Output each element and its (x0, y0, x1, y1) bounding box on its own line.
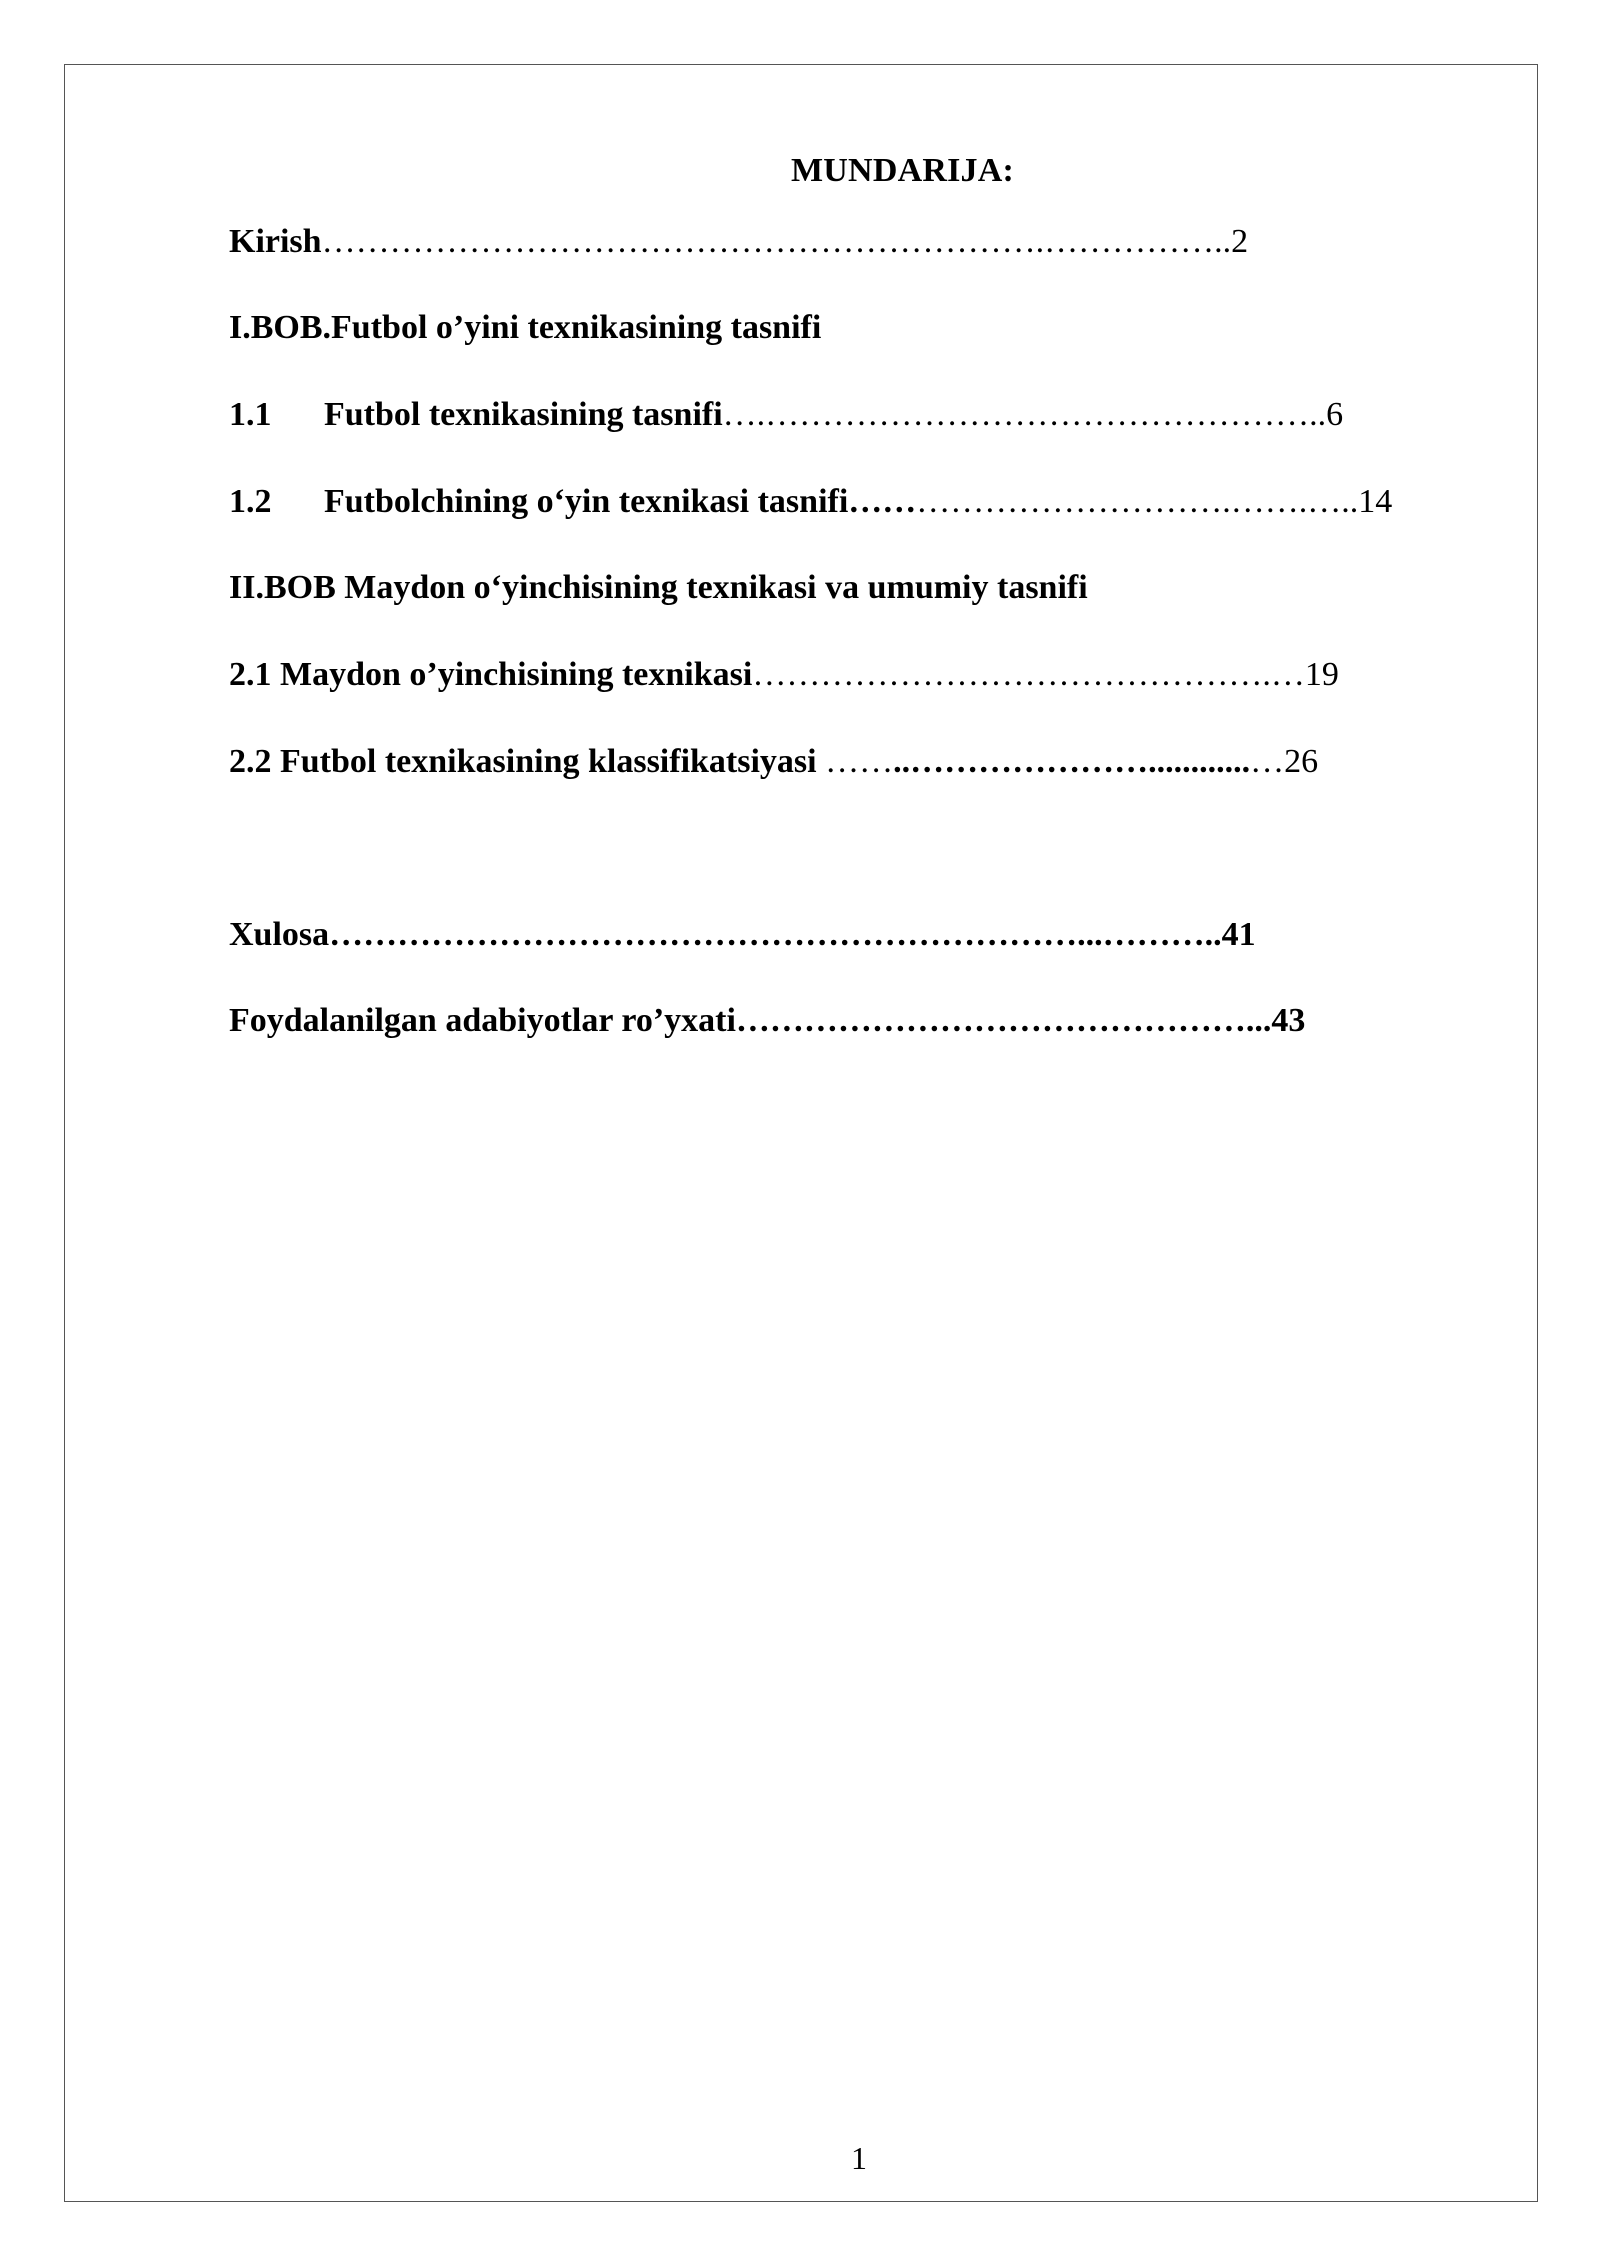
toc-entry-dots: ……………………….…….….. (916, 483, 1359, 520)
toc-entry-2-1[interactable] (229, 655, 1339, 695)
toc-entry-bob1[interactable] (229, 308, 821, 348)
toc-title: MUNDARIJA: (791, 152, 1014, 189)
toc-entry-xulosa[interactable] (229, 915, 1256, 955)
toc-entry-label: II.BOB Maydon o‘yinchisining texnikasi va umumiy tasnifi (229, 569, 1088, 606)
toc-entry-number: 1.2 (229, 483, 272, 520)
toc-entry-number: 1.1 (229, 396, 272, 433)
toc-entry-dots: … (1250, 743, 1285, 780)
toc-entry-dots: …………………………………………………………...………. (329, 916, 1214, 953)
page-number: 1 (851, 2140, 867, 2176)
toc-entry-2-2[interactable] (229, 742, 1318, 782)
toc-entry-page: 19 (1304, 656, 1339, 693)
toc-entry-dots-bold: …… (848, 483, 917, 520)
toc-entry-label: Xulosa (229, 916, 330, 953)
toc-entry-dots: ……………………………………….… (752, 656, 1305, 693)
toc-entry-dots: ….………………………………………….. (722, 396, 1327, 433)
toc-entry-dots-bold: ............ (1148, 743, 1251, 780)
page-border (64, 64, 1538, 2202)
toc-entry-label: 2.2 Futbol texnikasining klassifikatsiyasi (229, 743, 817, 780)
toc-entry-label: Kirish (229, 223, 322, 260)
toc-entry-bob2[interactable] (229, 568, 1088, 608)
toc-entry-1-1[interactable] (229, 395, 1343, 435)
toc-entry-kirish[interactable] (229, 222, 1248, 262)
toc-entry-page: 14 (1358, 483, 1393, 520)
toc-entry-adabiyotlar[interactable] (229, 1001, 1305, 1041)
toc-entry-dots-bold: ..………………… (893, 743, 1149, 780)
toc-entry-label: 2.1 Maydon o’yinchisining texnikasi (229, 656, 753, 693)
toc-entry-page: .41 (1213, 916, 1256, 953)
toc-entry-page: 6 (1326, 396, 1344, 433)
toc-entry-label: I.BOB.Futbol o’yini texnikasining tasnifi (229, 309, 822, 346)
toc-entry-label: Futbol texnikasining tasnifi (324, 396, 723, 433)
toc-entry-label: Foydalanilgan adabiyotlar ro’yxati (229, 1002, 736, 1039)
toc-entry-dots: ……………………………………….. (735, 1002, 1263, 1039)
toc-entry-page: .43 (1262, 1002, 1306, 1039)
toc-entry-label: Futbolchining o‘yin texnikasi tasnifi (324, 483, 849, 520)
toc-entry-1-2[interactable] (229, 482, 1392, 522)
toc-entry-page: 26 (1284, 743, 1319, 780)
toc-entry-dots: ……………………………………………………….…………….. (321, 223, 1232, 260)
toc-entry-page: 2 (1231, 223, 1249, 260)
toc-entry-dots: …… (816, 743, 894, 780)
